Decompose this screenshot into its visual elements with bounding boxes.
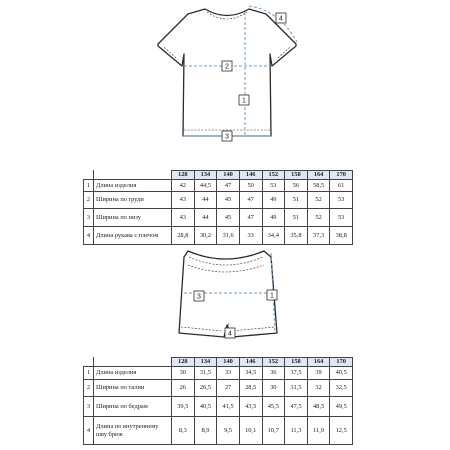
table-cell: 35,8 — [285, 227, 308, 245]
table-cell: 11,9 — [307, 417, 330, 445]
marker-1-label: 1 — [270, 292, 274, 300]
table-row — [84, 380, 353, 397]
marker-4-label: 4 — [228, 330, 232, 338]
table-row — [84, 417, 353, 445]
marker-1 — [267, 290, 277, 300]
table-cell: 44 — [194, 209, 217, 227]
table-cell: 31,5 — [194, 367, 217, 380]
table-cell: 33 — [217, 367, 240, 380]
table-cell: 27 — [217, 380, 240, 397]
marker-4 — [225, 328, 235, 338]
table-cell: 52 — [307, 209, 330, 227]
row-label: Длина рукава с плечом — [94, 227, 172, 245]
table-cell: 31,6 — [217, 227, 240, 245]
table-cell: 26 — [172, 380, 195, 397]
table-cell: 31,5 — [285, 380, 308, 397]
table-cell: 53 — [262, 180, 285, 192]
table-cell: 45 — [217, 209, 240, 227]
table-cell: 12,5 — [330, 417, 353, 445]
table-cell: 40,5 — [194, 397, 217, 417]
table-cell: 43 — [172, 209, 195, 227]
size-header: 164 — [307, 358, 330, 367]
table-cell: 34,4 — [262, 227, 285, 245]
table-cell: 36 — [262, 367, 285, 380]
table-cell: 30,2 — [194, 227, 217, 245]
size-header: 152 — [262, 171, 285, 180]
table-cell: 8,3 — [172, 417, 195, 445]
table-cell: 53 — [330, 209, 353, 227]
size-header: 158 — [285, 358, 308, 367]
size-header: 146 — [239, 358, 262, 367]
row-number: 1 — [84, 180, 94, 192]
row-label: Длина по внутреннему шву брюк — [94, 417, 172, 445]
table-row — [84, 227, 353, 245]
table-cell: 49,5 — [330, 397, 353, 417]
row-label: Длина изделия — [94, 367, 172, 380]
table-cell: 37,3 — [307, 227, 330, 245]
table-cell: 51 — [285, 192, 308, 209]
table-cell: 38,8 — [330, 227, 353, 245]
table-cell: 44 — [194, 192, 217, 209]
marker-1-label: 1 — [242, 97, 246, 105]
table-cell: 37,5 — [285, 367, 308, 380]
table-cell: 9,5 — [217, 417, 240, 445]
table-row — [84, 397, 353, 417]
row-label: Ширина по низу — [94, 209, 172, 227]
table-cell: 8,9 — [194, 417, 217, 445]
table-row — [84, 192, 353, 209]
table-cell: 47,5 — [285, 397, 308, 417]
size-header: 128 — [172, 358, 195, 367]
marker-3-label: 3 — [225, 133, 229, 141]
table-cell: 47 — [239, 209, 262, 227]
marker-3-label: 3 — [197, 293, 201, 301]
table-cell: 40,5 — [330, 367, 353, 380]
row-number: 2 — [84, 192, 94, 209]
table-cell: 33 — [239, 227, 262, 245]
table-cell: 32,5 — [330, 380, 353, 397]
size-header: 146 — [239, 171, 262, 180]
size-header: 134 — [194, 358, 217, 367]
table-cell: 10,7 — [262, 417, 285, 445]
size-header: 164 — [307, 171, 330, 180]
table-cell: 43,5 — [239, 397, 262, 417]
table-cell: 47 — [217, 180, 240, 192]
row-label: Ширина по груди — [94, 192, 172, 209]
row-number: 4 — [84, 417, 94, 445]
table-cell: 32 — [307, 380, 330, 397]
table-cell: 49 — [262, 192, 285, 209]
table-cell: 42 — [172, 180, 195, 192]
table-cell: 51 — [285, 209, 308, 227]
row-number: 1 — [84, 367, 94, 380]
marker-2-label: 2 — [225, 63, 229, 71]
row-number: 4 — [84, 227, 94, 245]
table-cell: 30 — [172, 367, 195, 380]
table-cell: 45,5 — [262, 397, 285, 417]
size-header: 134 — [194, 171, 217, 180]
table-cell: 34,5 — [239, 367, 262, 380]
shorts-diagram — [0, 245, 450, 355]
table-cell: 56 — [285, 180, 308, 192]
size-header: 128 — [172, 171, 195, 180]
table-cell: 44,5 — [194, 180, 217, 192]
table-row — [84, 367, 353, 380]
row-label: Ширина по бедрам — [94, 397, 172, 417]
table-cell: 41,5 — [217, 397, 240, 417]
table-row — [84, 209, 353, 227]
table-cell: 50 — [239, 180, 262, 192]
size-header: 140 — [217, 171, 240, 180]
table-cell: 61 — [330, 180, 353, 192]
marker-4 — [276, 13, 286, 23]
table-cell: 10,1 — [239, 417, 262, 445]
row-label: Длина изделия — [94, 180, 172, 192]
marker-1 — [239, 95, 249, 105]
table-cell: 43 — [172, 192, 195, 209]
table-cell: 28,8 — [172, 227, 195, 245]
row-number: 3 — [84, 397, 94, 417]
table-cell: 26,5 — [194, 380, 217, 397]
tshirt-outline — [158, 9, 296, 136]
table-cell: 53 — [330, 192, 353, 209]
table-cell: 30 — [262, 380, 285, 397]
size-header: 152 — [262, 358, 285, 367]
table-cell: 28,5 — [239, 380, 262, 397]
table-cell: 39 — [307, 367, 330, 380]
size-header: 140 — [217, 358, 240, 367]
table-cell: 52 — [307, 192, 330, 209]
marker-3 — [194, 291, 204, 301]
table-cell: 45 — [217, 192, 240, 209]
table-cell: 48,5 — [307, 397, 330, 417]
table-cell: 47 — [239, 192, 262, 209]
marker-4-label: 4 — [279, 15, 283, 23]
row-number: 2 — [84, 380, 94, 397]
table-cell: 58,5 — [307, 180, 330, 192]
size-header: 158 — [285, 171, 308, 180]
table-row — [84, 180, 353, 192]
table-cell: 11,3 — [285, 417, 308, 445]
row-number: 3 — [84, 209, 94, 227]
row-label: Ширина по талии — [94, 380, 172, 397]
table-header-row — [84, 171, 353, 180]
tshirt-size-table — [83, 170, 353, 245]
tshirt-diagram — [0, 0, 450, 150]
table-cell: 49 — [262, 209, 285, 227]
size-header: 170 — [330, 358, 353, 367]
shorts-size-table — [83, 357, 353, 445]
marker-3 — [222, 131, 232, 141]
marker-2 — [222, 61, 232, 71]
table-header-row — [84, 358, 353, 367]
size-header: 170 — [330, 171, 353, 180]
table-cell: 39,5 — [172, 397, 195, 417]
